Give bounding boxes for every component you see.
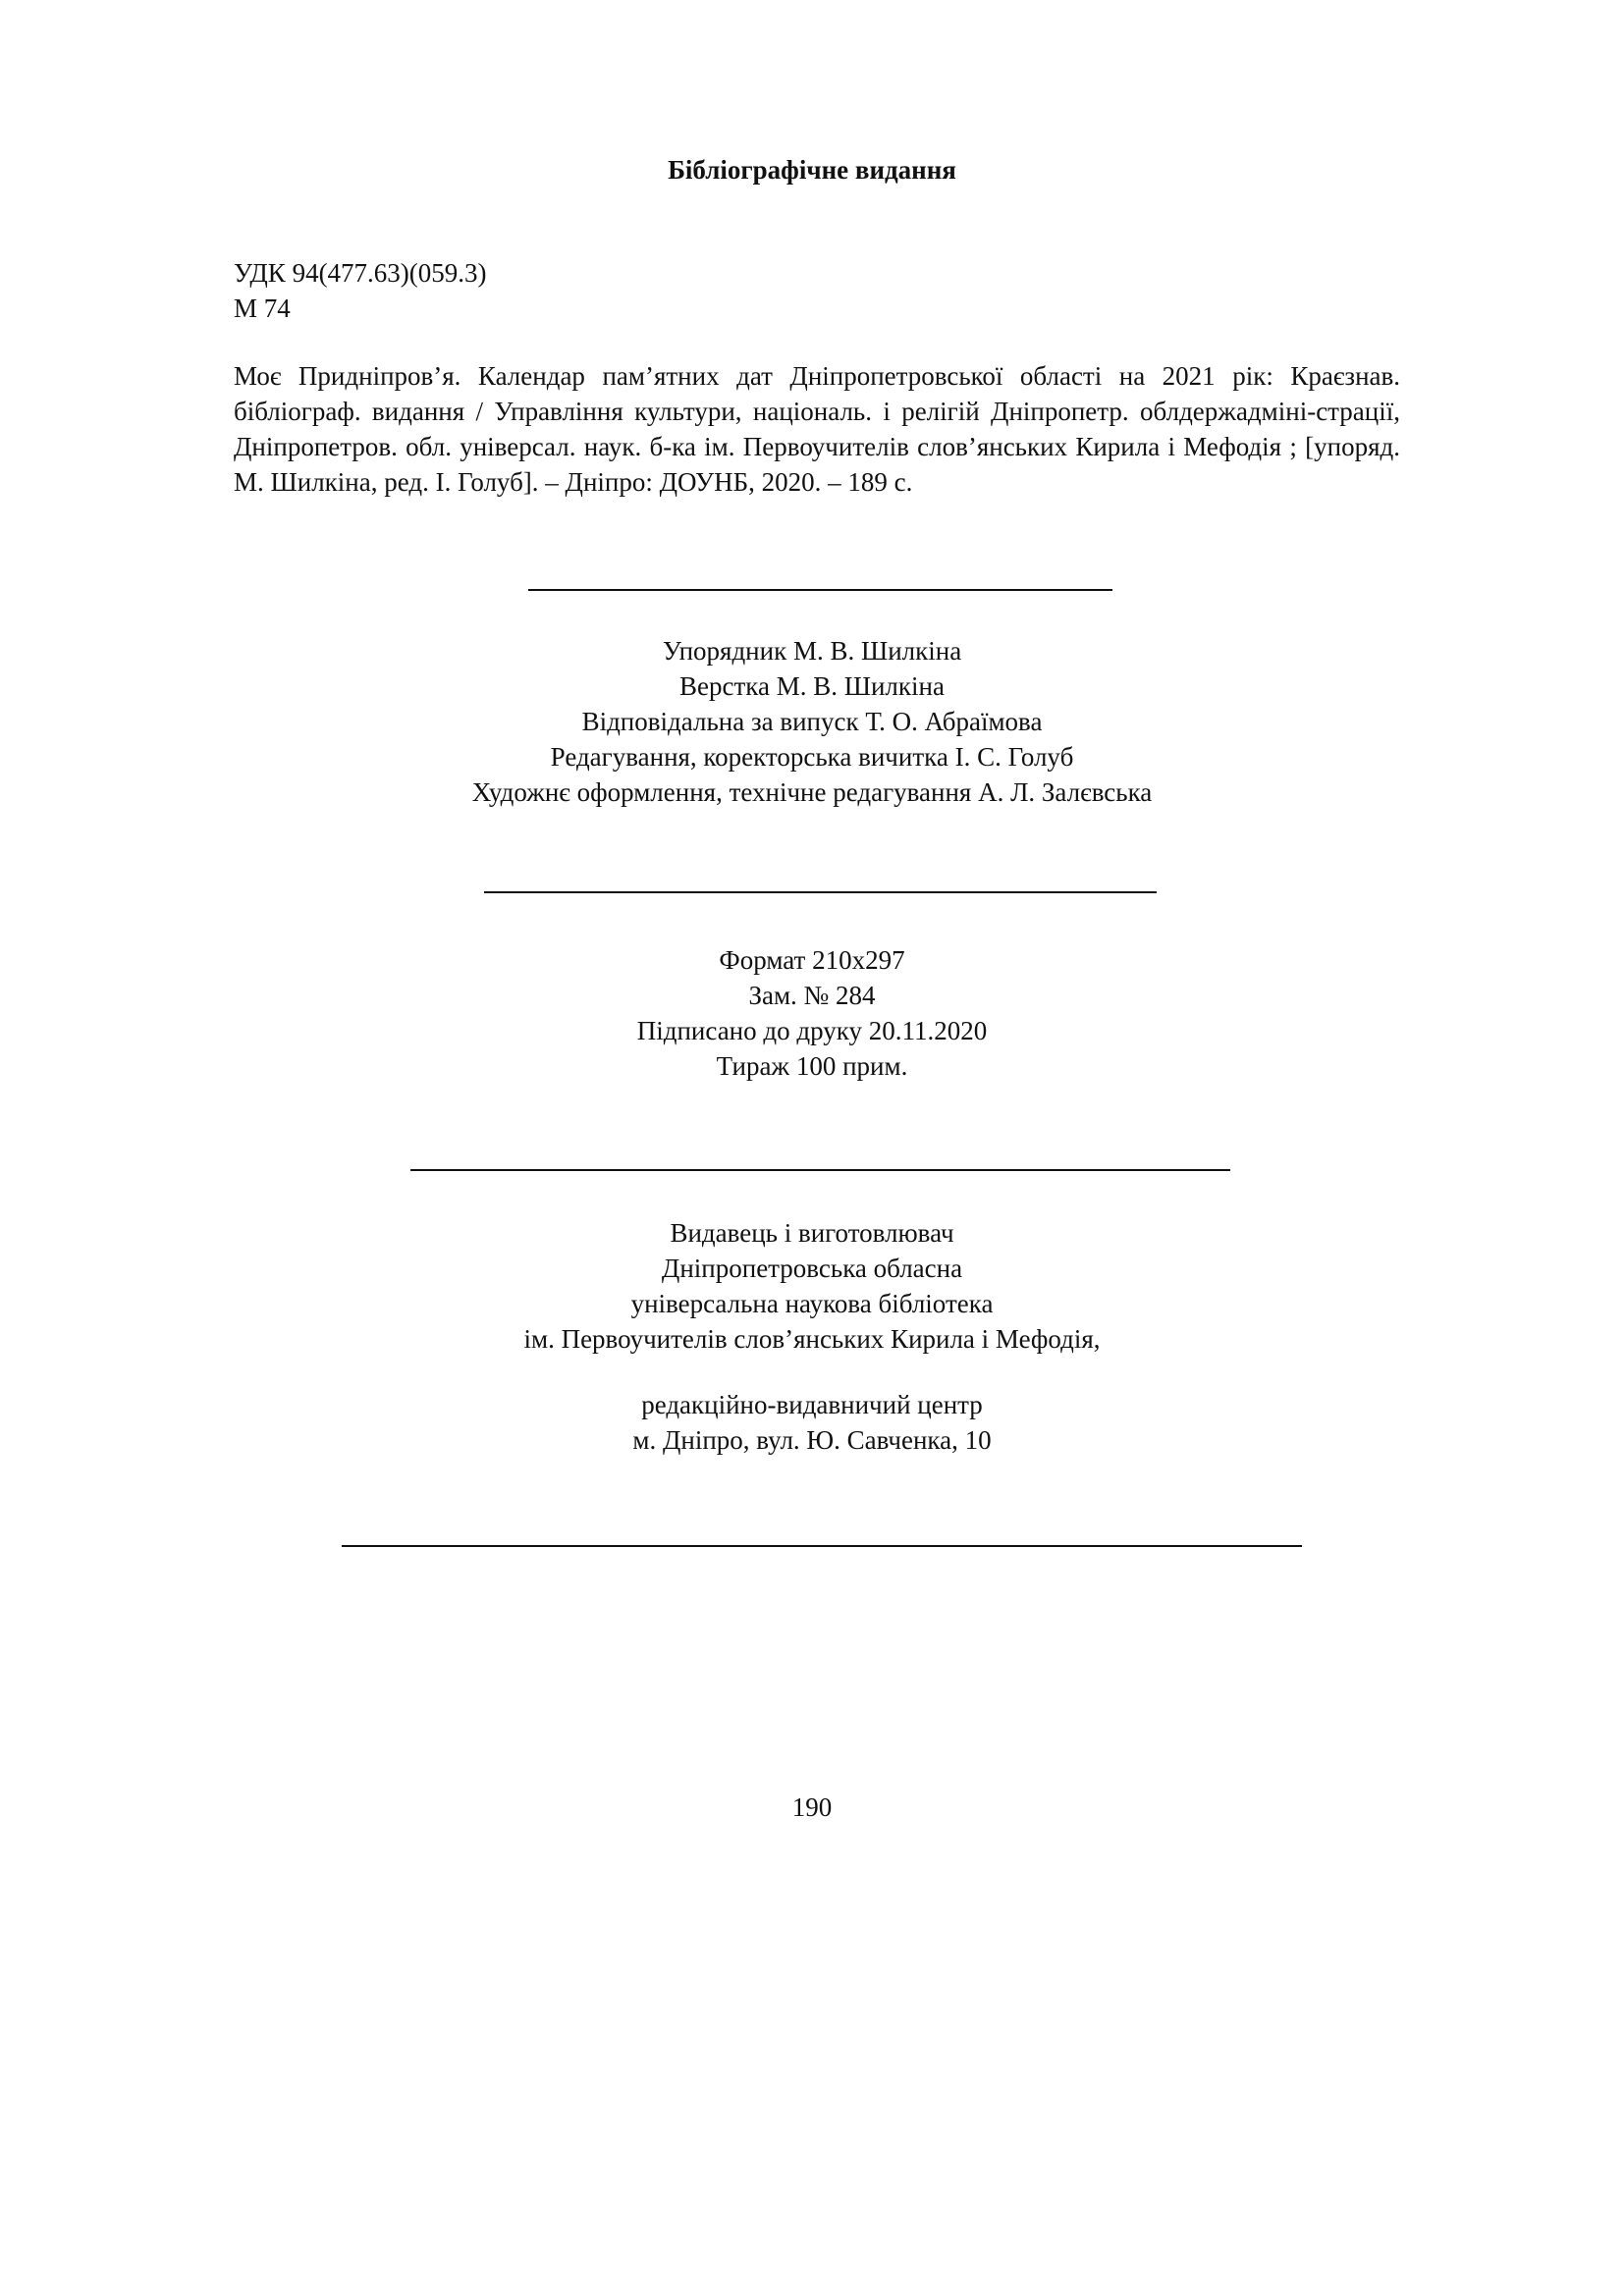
- publisher-block: [0, 1215, 1624, 1357]
- publisher-line: Видавець і виготовлювач: [670, 1218, 954, 1248]
- udc-block: [234, 255, 487, 326]
- bibliographic-description: Моє Придніпров’я. Календар пам’ятних дат Дніпропетровської області на 2021 рік: Краєзнав. бібліограф. видання / Управління культури, національ. і релігій Дніпропетр. облдержадміні-страції, Дніпропетров. обл. універсал. наук. б-ка ім. Первоучителів слов’янських Кирила і Мефодія ; [упоряд. М. Шилкіна, ред. І. Голуб]. – Дніпро: ДОУНБ, 2020. – 189 с.: [234, 361, 1400, 497]
- credit-line: Верстка М. В. Шилкіна: [679, 671, 945, 701]
- publisher-line: універсальна наукова бібліотека: [630, 1289, 994, 1318]
- document-heading: Бібліографічне видання: [668, 155, 956, 185]
- imprint-line: Формат 210х297: [719, 945, 905, 975]
- address-line: м. Дніпро, вул. Ю. Савченка, 10: [632, 1425, 992, 1455]
- imprint-line: Тираж 100 прим.: [716, 1051, 908, 1081]
- separator-rule-4: [342, 1545, 1302, 1547]
- imprint-block: [0, 942, 1624, 1084]
- udc-code: УДК 94(477.63)(059.3): [234, 258, 487, 288]
- separator-rule-2: [484, 891, 1157, 893]
- imprint-line: Підписано до друку 20.11.2020: [636, 1016, 988, 1045]
- publisher-line: ім. Первоучителів слов’янських Кирила і Мефодія,: [523, 1324, 1101, 1354]
- separator-rule-3: [410, 1169, 1230, 1171]
- credit-line: Відповідальна за випуск Т. О. Абраїмова: [581, 707, 1043, 736]
- credit-line: Художнє оформлення, технічне редагування А. Л. Залєвська: [471, 777, 1153, 807]
- credit-line: Редагування, коректорська вичитка І. С. Голуб: [550, 742, 1074, 772]
- address-line: редакційно-видавничий центр: [641, 1390, 983, 1419]
- credit-line: Упорядник М. В. Шилкіна: [662, 636, 962, 666]
- page-number: 190: [791, 1792, 833, 1822]
- author-mark: М 74: [234, 294, 291, 323]
- imprint-line: Зам. № 284: [748, 981, 876, 1010]
- publisher-line: Дніпропетровська обласна: [661, 1254, 963, 1283]
- credits-block: [0, 633, 1624, 810]
- separator-rule-1: [528, 589, 1112, 591]
- address-block: [0, 1387, 1624, 1458]
